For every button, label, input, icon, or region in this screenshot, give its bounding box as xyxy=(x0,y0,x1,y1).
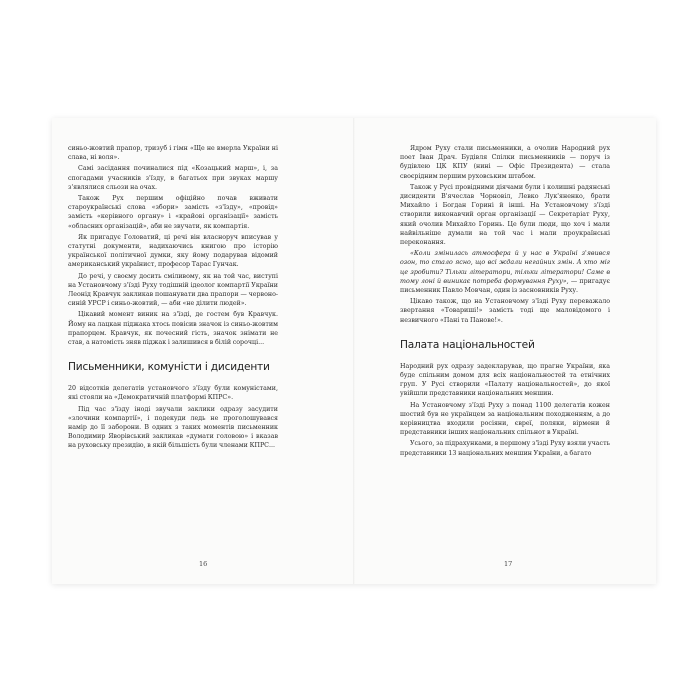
book-spread xyxy=(52,118,656,584)
paragraph: синьо-жовтий прапор, тризуб і гімн «Ще не вмерла України ні слава, ні воля». xyxy=(68,145,278,162)
right-page xyxy=(400,144,610,460)
section-heading: Письменники, комуністи і дисиденти xyxy=(68,361,270,374)
paragraph: До речі, у своєму досить сміливому, як на той час, виступі на Установчому з'їзді Руху тодішній ідеолог компартії України Леонід Кравчук закликав пошанувати два прапори — червоно-синій УРСР і синьо-жовтий, — аби «не ділити людей». xyxy=(68,272,278,308)
paragraph: Цікаво також, що на Установчому з'їзді Руху переважало звертання «Товариші!» замість тоді ще маловідомого і незвичного «Пані та Панове!». xyxy=(400,298,610,324)
paragraph: Під час з'їзду іноді звучали заклики одразу засудити «злочини компартії», і подекуди ледь не проголошувався намір до її заборони. В одних з таких моментів письменник Володимир Яворівський закликав «думати головою» і вказав на руховську президію, в якій більшість були членами КПРС... xyxy=(68,405,278,450)
page-number: 16 xyxy=(199,560,208,568)
left-page xyxy=(68,144,278,453)
paragraph: Також у Русі провідними діячами були і колишні радянські дисиденти В'ячеслав Чорновіл, Левко Лук'яненко, брати Михайло і Богдан Горині й інші. На Установчому з'їзді створили виконавчий орган організації — Секретаріат Руху, який очолив Михайло Горинь. Це були люди, що хоч і мали найвільніше думали на той час і мали проукраїнські переконання. xyxy=(400,183,610,247)
paragraph: Усього, за підрахунками, в першому з'їзді Руху взяли участь представники 13 національних меншин України, а багато xyxy=(400,440,610,457)
paragraph: Також Рух першим офіційно почав вживати староукраїнські слова «збори» замість «з'їзду», «провід» замість «керівного органу» і «крайові організації» замість «обласних організацій», аби не звучати, як компартія. xyxy=(68,195,278,230)
paragraph: Народний рух одразу задекларував, що прагне України, яка буде спільним домом для всіх національностей та етнічних груп. У Русі створили «Палату національностей», до якої увійшли представники національних меншин. xyxy=(400,362,610,398)
quote-paragraph xyxy=(400,249,610,295)
section-heading: Палата національностей xyxy=(400,338,535,351)
paragraph: Самі засідання починалися під «Козацький марш», і, за спогадами учасників з'їзду, в багатьох при звуках маршу з'являлися сльози на очах. xyxy=(68,165,278,191)
paragraph: Як пригадує Головатий, ці речі він власноруч вписував у статутні документи, надихаючись книгою про історію української політичної думки, яку йому подарував відомий американський українист, професор Тарас Гунчак. xyxy=(68,233,278,269)
quote-attribution: — пригадує письменник Павло Мовчан, один із засновників Руху. xyxy=(400,277,610,295)
book-gutter xyxy=(353,118,355,584)
quote-text: «Коли змінилась атмосфера й у нас в Україні з'явився озон, то стало ясно, що всі ждали негайних змін. А хто міг це зробити? Тільки літератори, тільки літератори! Саме в тому лоні й виникає потреба формування Руху», xyxy=(400,250,610,285)
paragraph: Ядром Руху стали письменники, а очолив Народний рух поет Іван Драч. Будівля Спілки письменників — поруч із будівлею ЦК КПУ (нині — Офіс Президента) — стала своєрідним першим руховським штабом. xyxy=(400,145,610,180)
paragraph: На Установчому з'їзді Руху з понад 1100 делегатів кожен шостий був не українцем за національним походженням, а до керівництва входили росіяни, євреї, поляки, вірмени й представники інших національних спільнот в Україні. xyxy=(400,401,610,437)
paragraph: 20 відсотків делегатів установчого з'їзду були комуністами, які стояли на «Демократичній платформі КПРС». xyxy=(68,385,278,402)
page-number: 17 xyxy=(504,560,513,568)
paragraph: Цікавий момент виник на з'їзді, де гостем був Кравчук. Йому на лацкан піджака хтось повісив значок із синьо-жовтим прапорцем. Кравчук, як почесний гість, значок знімати не став, а натомість зняв піджак і залишився в білій сорочці... xyxy=(68,311,278,347)
